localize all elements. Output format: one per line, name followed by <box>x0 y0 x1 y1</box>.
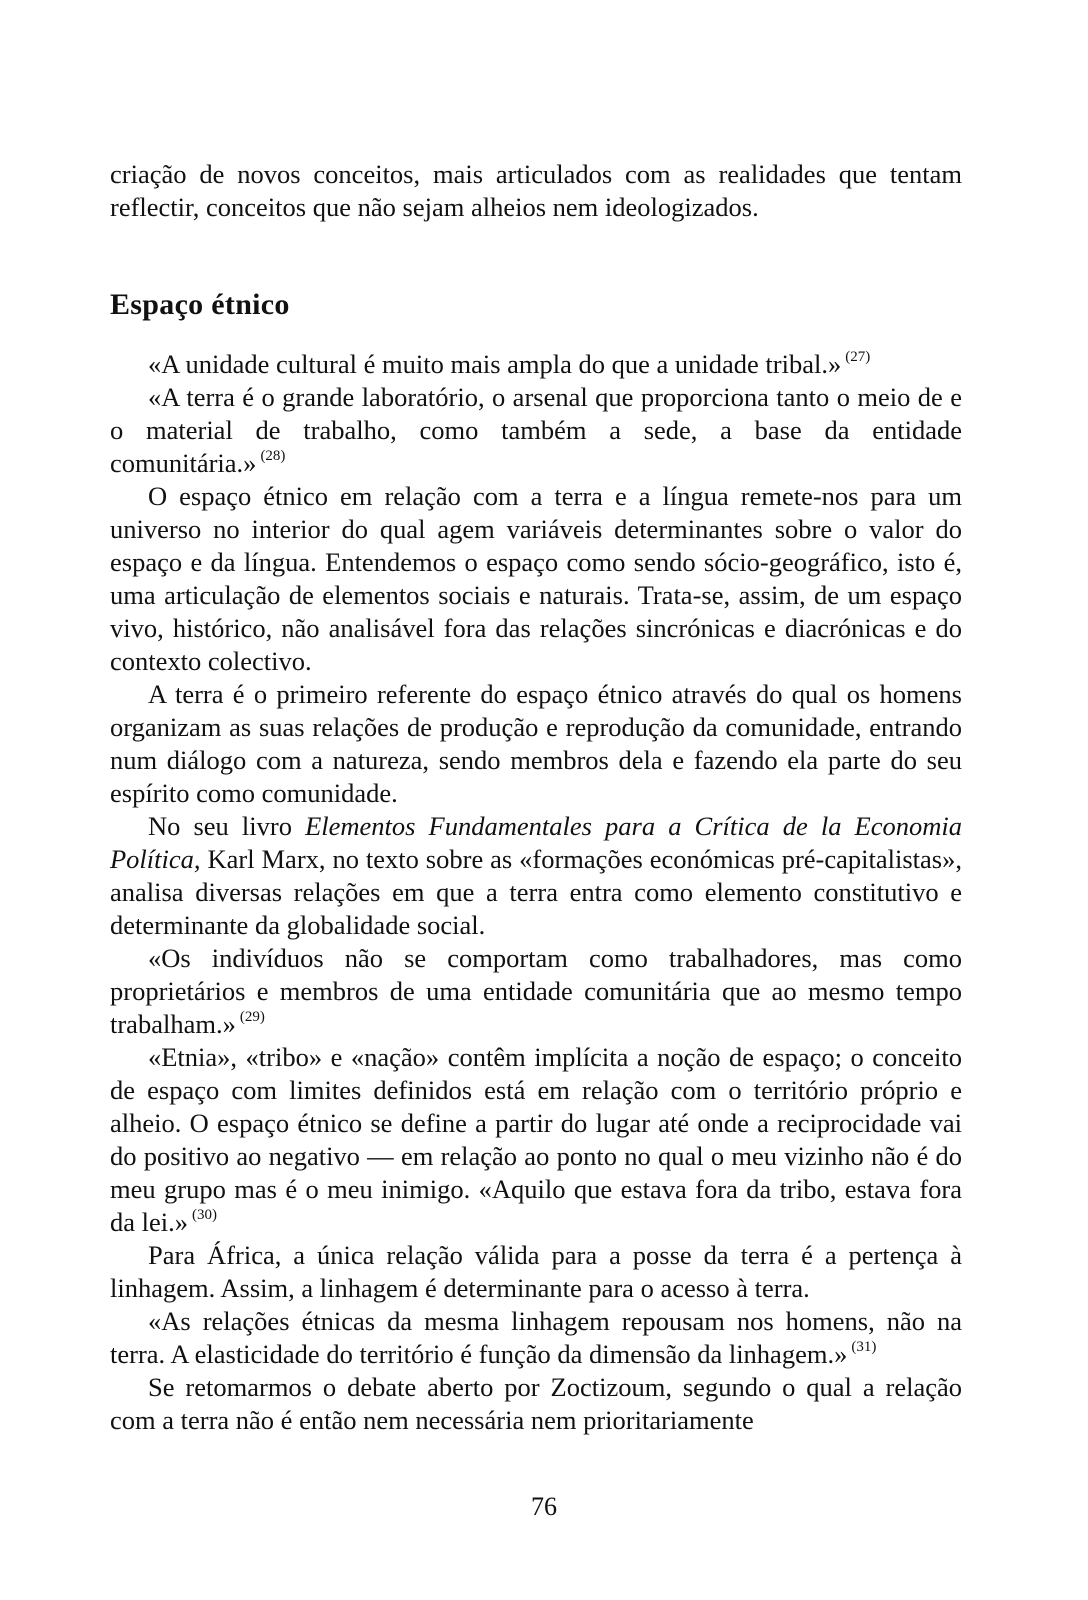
intro-paragraph: criação de novos conceitos, mais articulados com as realidades que tentam reflectir, conceitos que não sejam alheios nem ideologizados. <box>110 159 962 222</box>
paragraph-rest: Karl Marx, no texto sobre as «formações económicas pré-⁠capitalistas», analisa diversas relações em que a terra entra como elemento constitutivo e determinante da globalidade social. <box>110 844 962 940</box>
page-body <box>110 158 962 1437</box>
quote-text: «A terra é o grande laboratório, o arsenal que proporciona tanto o meio de e o material de trabalho, como também a sede, a base da entidade comunitária.» <box>110 382 962 478</box>
paragraph-text: «Etnia», «tribo» e «nação» contêm implícita a noção de espaço; o conceito de espaço com limites definidos está em relação com o território próprio e alheio. O espaço étnico se define a partir do lugar até onde a reciprocidade vai do positivo ao negativo — em relação ao ponto no qual o meu vizinho não é do meu grupo mas é o meu inimigo. «Aquilo que estava fora da tribo, estava fora da lei.» <box>110 1042 962 1237</box>
marx-paragraph <box>110 810 962 942</box>
body-paragraph: Se retomarmos o debate aberto por Zoctizoum, segundo o qual a relação com a terra não é então nem necessária nem prioritariamente <box>110 1372 962 1435</box>
paragraph-lead: No seu livro <box>148 811 306 841</box>
quote-paragraph-27 <box>110 348 962 381</box>
body-paragraph: Para África, a única relação válida para a posse da terra é a pertença à linhagem. Assim, a linhagem é determinante para o acesso à terra. <box>110 1240 962 1303</box>
footnote-ref-30: (30) <box>192 1207 217 1224</box>
quote-text: «As relações étnicas da mesma linhagem repousam nos homens, não na terra. A elasticidade do território é função da dimensão da linhagem.» <box>110 1306 962 1369</box>
body-paragraph: A terra é o primeiro referente do espaço étnico através do qual os homens organizam as suas relações de produção e reprodução da comunidade, entrando num diálogo com a natureza, sendo membros dela e fazendo ela parte do seu espírito como comunidade. <box>110 679 962 808</box>
quote-text: «A unidade cultural é muito mais ampla do que a unidade tribal.» <box>148 349 842 379</box>
quote-paragraph-29 <box>110 942 962 1041</box>
body-paragraph: O espaço étnico em relação com a terra e a língua remete-nos para um universo no interior do qual agem variáveis determinantes sobre o valor do espaço e da língua. Entendemos o espaço como sendo sócio-geográfico, isto é, uma articulação de elementos sociais e naturais. Trata-se, assim, de um espaço vivo, histórico, não analisável fora das relações sincrónicas e diacrónicas e do contexto colectivo. <box>110 481 962 676</box>
footnote-ref-28: (28) <box>260 448 286 465</box>
quote-paragraph-30 <box>110 1041 962 1239</box>
quote-paragraph-28 <box>110 381 962 480</box>
footnote-ref-27: (27) <box>845 349 871 366</box>
footnote-ref-31: (31) <box>851 1339 877 1356</box>
page-number: 76 <box>531 1492 557 1521</box>
footnote-ref-29: (29) <box>239 1009 265 1026</box>
quote-text: «Os indivíduos não se comportam como trabalhadores, mas como proprietários e membros de uma entidade comunitária que ao mesmo tempo trabalham.» <box>110 943 962 1039</box>
book-title: Elementos Fundamentales para a Crítica de la Economia Política, <box>110 811 962 874</box>
section-heading: Espaço étnico <box>110 288 290 321</box>
quote-paragraph-31 <box>110 1305 962 1371</box>
